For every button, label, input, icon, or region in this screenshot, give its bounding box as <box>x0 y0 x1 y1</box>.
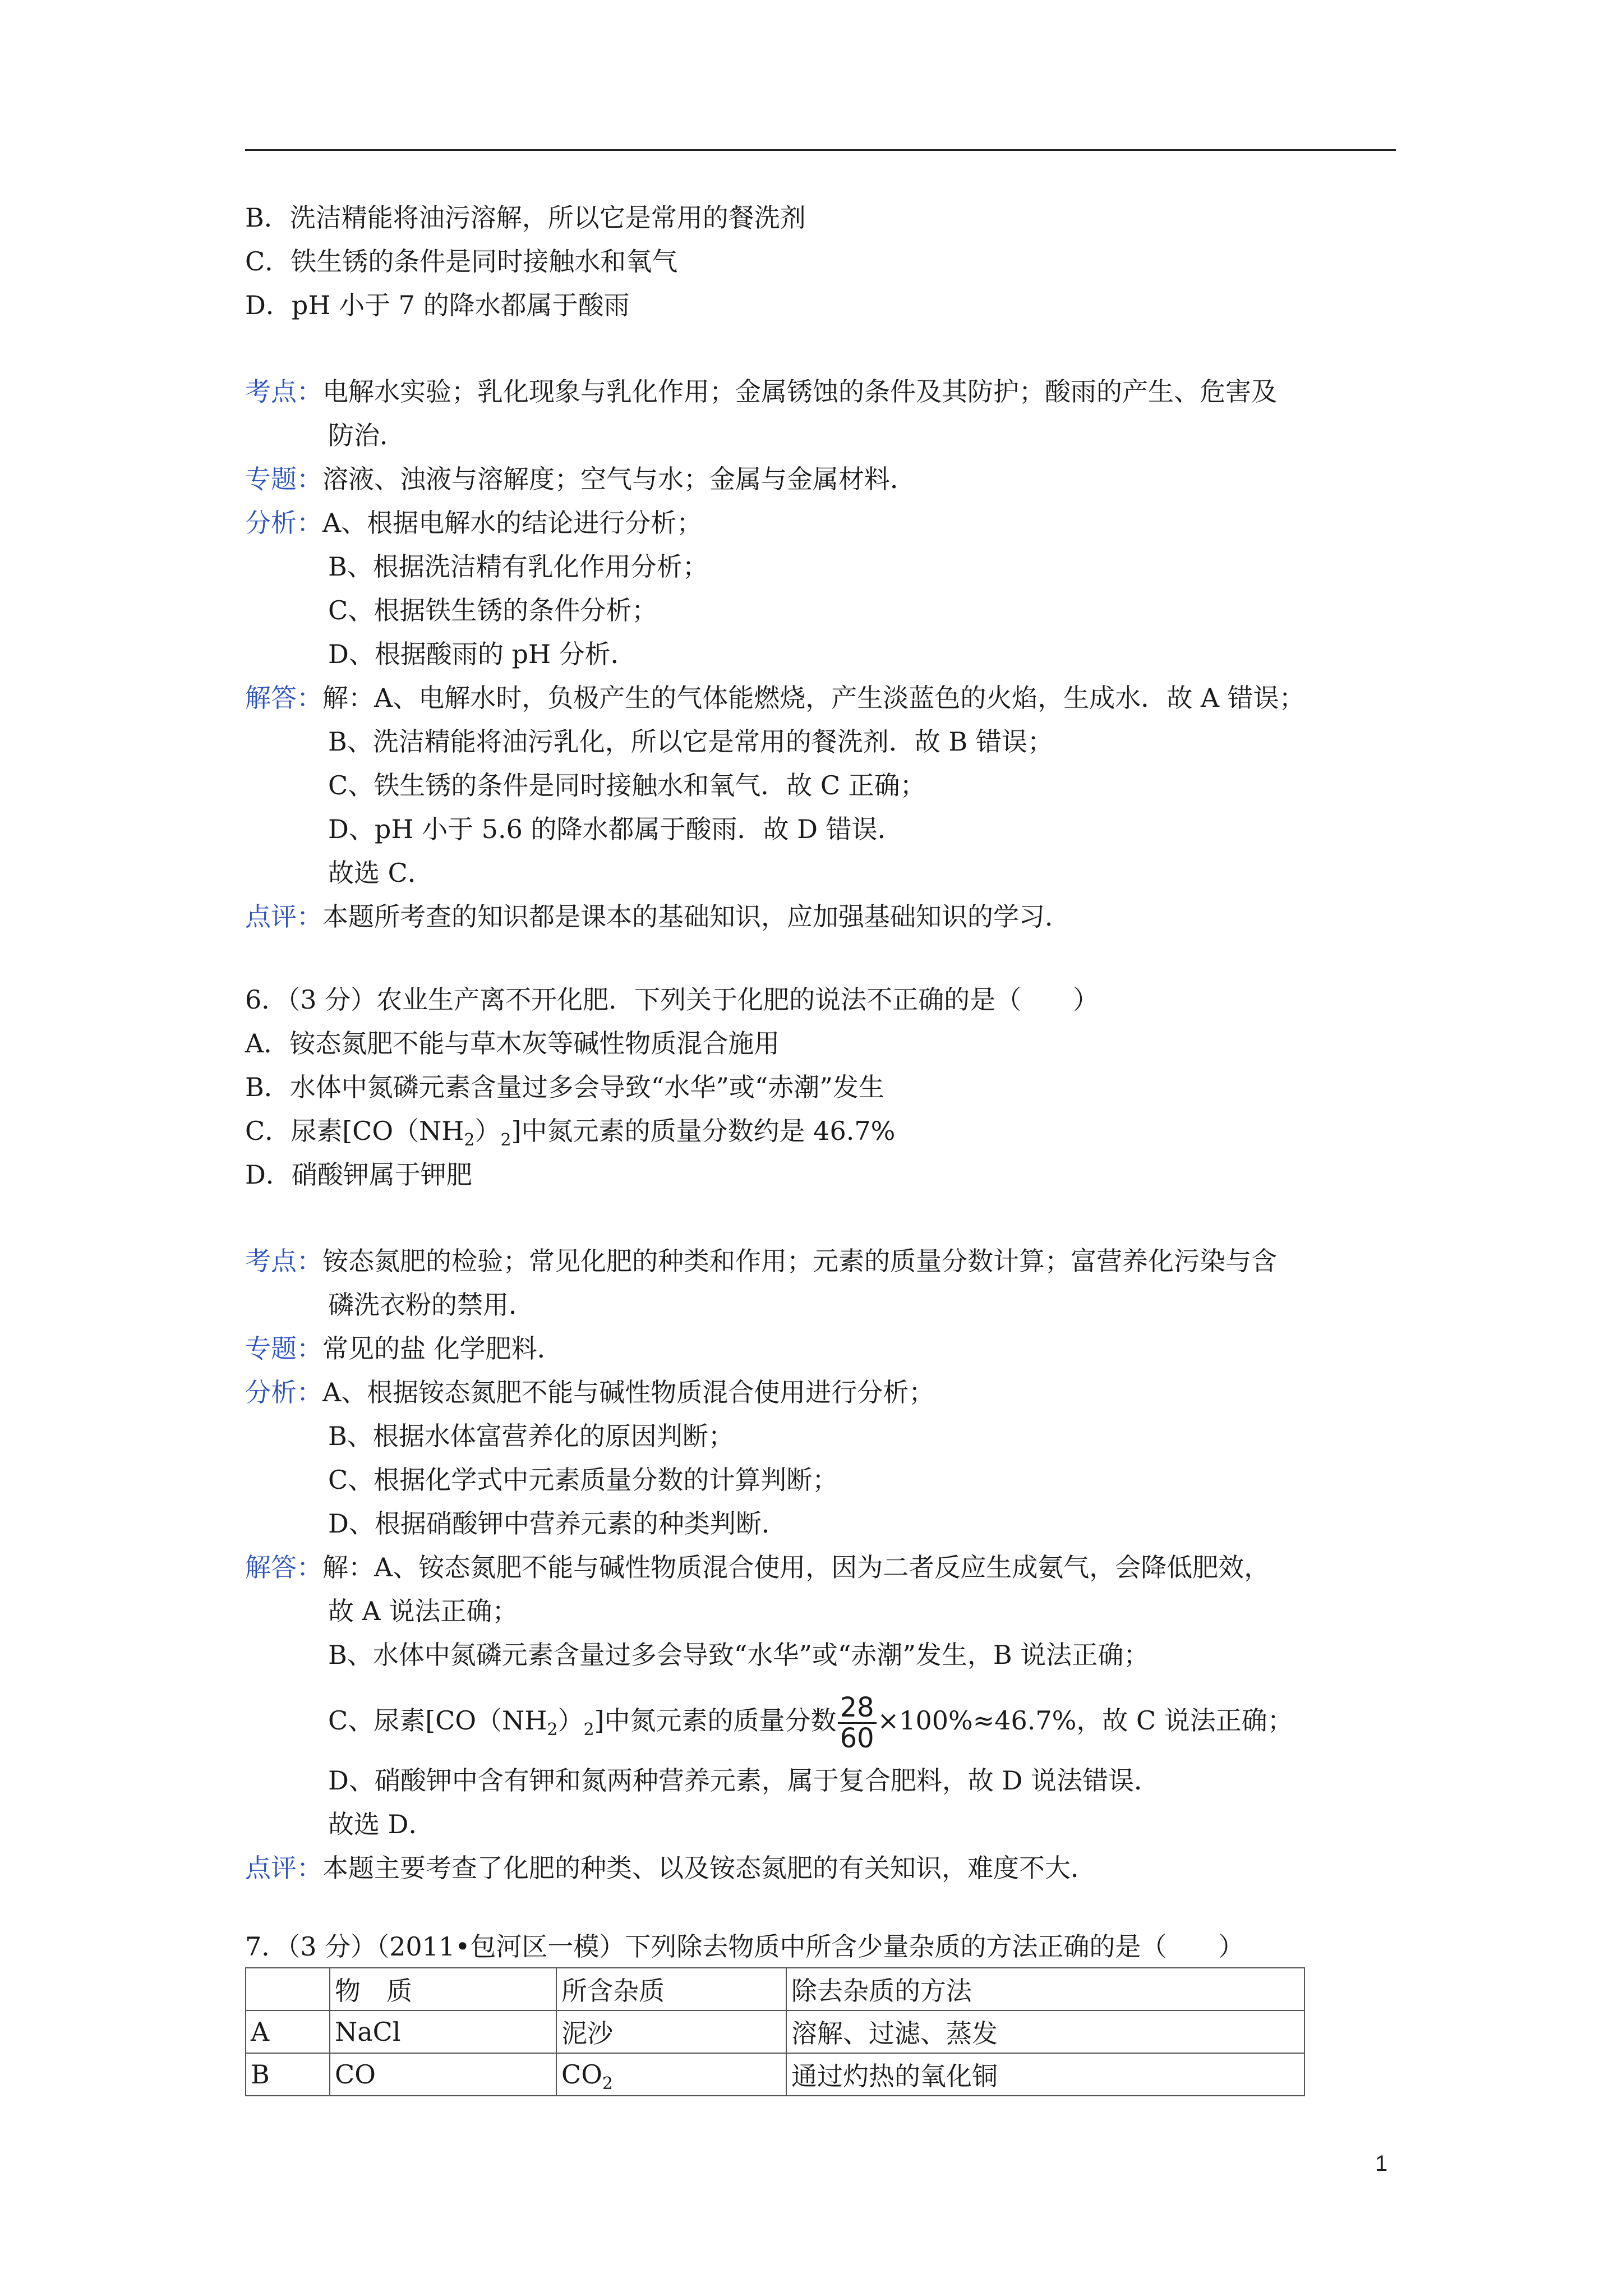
kaodian-label: 考点： <box>245 376 322 407</box>
table-row <box>246 2010 1304 2053</box>
table-header-cell: 物 质 <box>330 1968 556 2010</box>
q5-fenxi-d: D、根据酸雨的 pH 分析． <box>328 639 637 669</box>
q6-zhuanti-line <box>245 1332 563 1365</box>
q5-kaodian-line <box>245 375 1277 408</box>
zhuanti-label: 专题： <box>245 464 322 494</box>
table-cell: CO <box>330 2053 556 2096</box>
q6-jieda-d: D、硝酸钾中含有钾和氮两种营养元素，属于复合肥料，故 D 说法错误． <box>328 1765 1160 1796</box>
fraction-numerator: 28 <box>838 1693 877 1724</box>
q6-option-c: C．尿素$[CO(NH_2)_2]$中氮元素的质量分数约是 46.7% <box>245 1116 896 1150</box>
kaodian-text: 铵态氮肥的检验；常见化肥的种类和作用；元素的质量分数计算；富营养化污染与含 <box>322 1246 1277 1276</box>
fraction-denominator: 60 <box>840 1722 874 1754</box>
q6-dianping-line <box>245 1851 1096 1885</box>
table-cell: B <box>246 2053 330 2096</box>
q5-kaodian-cont: 防治． <box>328 420 405 450</box>
q5-option-d: D．pH 小于 7 的降水都属于酸雨 <box>245 290 630 320</box>
dianping-label: 点评： <box>245 901 322 932</box>
zhuanti-label: 专题： <box>245 1333 322 1364</box>
kaodian-text: 电解水实验；乳化现象与乳化作用；金属锈蚀的条件及其防护；酸雨的产生、危害及 <box>322 376 1277 407</box>
q6-jieda-c: C、尿素$[CO(NH_2)_2]$中氮元素的质量分数 $\frac{28}{60}$ ×100%≈46.7%，故 C 说法正确； <box>328 1691 1293 1754</box>
dianping-text: 本题主要考查了化肥的种类、以及铵态氮肥的有关知识，难度不大． <box>322 1853 1096 1883</box>
table-cell: 通过灼热的氧化铜 <box>786 2053 1304 2096</box>
zhuanti-text: 溶液、浊液与溶解度；空气与水；金属与金属材料． <box>322 464 916 494</box>
q5-answer: 故选 C． <box>328 858 434 888</box>
table-row <box>246 2053 1304 2096</box>
q7-stem: 7．（3 分）（2011•包河区一模）下列除去物质中所含少量杂质的方法正确的是（ ） <box>245 1931 1244 1962</box>
dianping-label: 点评： <box>245 1853 322 1883</box>
q5-jieda-b: B、洗洁精能将油污乳化，所以它是常用的餐洗剂．故 B 错误； <box>328 726 1053 757</box>
q6-jieda-b: B、水体中氮磷元素含量过多会导致“水华”或“赤潮”发生，B 说法正确； <box>328 1640 1150 1670</box>
q5-fenxi-line <box>245 506 702 540</box>
table-cell: A <box>246 2010 330 2053</box>
table-header-row <box>246 1968 1304 2010</box>
jieda-label: 解答： <box>245 683 322 713</box>
q6-answer: 故选 D． <box>328 1809 435 1839</box>
q6-jieda-line <box>245 1550 1270 1584</box>
dianping-text: 本题所考查的知识都是课本的基础知识，应加强基础知识的学习． <box>322 901 1071 932</box>
table-header-cell <box>246 1968 330 2010</box>
fenxi-label: 分析： <box>245 1377 322 1407</box>
table-cell: 溶解、过滤、蒸发 <box>786 2010 1304 2053</box>
q6-kaodian-line <box>245 1244 1277 1278</box>
table-header-cell: 所含杂质 <box>556 1968 786 2010</box>
fenxi-label: 分析： <box>245 508 322 538</box>
q6-fenxi-d: D、根据硝酸钾中营养元素的种类判断． <box>328 1508 787 1539</box>
table-cell: 泥沙 <box>556 2010 786 2053</box>
fenxi-text: A、根据铵态氮肥不能与碱性物质混合使用进行分析； <box>322 1377 935 1407</box>
q5-dianping-line <box>245 900 1071 933</box>
q6-option-b: B．水体中氮磷元素含量过多会导致“水华”或“赤潮”发生 <box>245 1072 884 1102</box>
q6-option-a: A．铵态氮肥不能与草木灰等碱性物质混合施用 <box>245 1028 780 1059</box>
jieda-label: 解答： <box>245 1552 322 1582</box>
fenxi-text: A、根据电解水的结论进行分析； <box>322 508 703 538</box>
q5-jieda-d: D、pH 小于 5.6 的降水都属于酸雨．故 D 错误． <box>328 814 903 844</box>
table-cell: NaCl <box>330 2010 556 2053</box>
page-number: 1 <box>1375 2151 1388 2176</box>
q6-fenxi-b: B、根据水体富营养化的原因判断； <box>328 1421 734 1451</box>
q5-option-b: B．洗洁精能将油污溶解，所以它是常用的餐洗剂 <box>245 203 806 233</box>
zhuanti-text: 常见的盐 化学肥料． <box>322 1333 563 1364</box>
q5-option-c: C．铁生锈的条件是同时接触水和氧气 <box>245 246 678 277</box>
jieda-text: 解：A、铵态氮肥不能与碱性物质混合使用，因为二者反应生成氨气，会降低肥效， <box>322 1552 1270 1582</box>
kaodian-label: 考点： <box>245 1246 322 1276</box>
q5-zhuanti-line <box>245 462 916 496</box>
table-cell: $CO_2$ <box>556 2053 786 2096</box>
q6-option-d: D．硝酸钾属于钾肥 <box>245 1159 472 1190</box>
q5-jieda-c: C、铁生锈的条件是同时接触水和氧气．故 C 正确； <box>328 770 926 800</box>
q6-fenxi-c: C、根据化学式中元素质量分数的计算判断； <box>328 1465 838 1495</box>
fraction <box>838 1693 877 1753</box>
q6-kaodian-cont: 磷洗衣粉的禁用． <box>328 1290 534 1320</box>
table-header-cell: 除去杂质的方法 <box>786 1968 1304 2010</box>
q6-stem: 6．（3 分）农业生产离不开化肥．下列关于化肥的说法不正确的是（ ） <box>245 984 1099 1015</box>
q6-jieda-a-cont: 故 A 说法正确； <box>328 1596 518 1626</box>
jieda-text: 解：A、电解水时，负极产生的气体能燃烧，产生淡蓝色的火焰，生成水．故 A 错误； <box>322 683 1305 713</box>
q5-fenxi-b: B、根据洗洁精有乳化作用分析； <box>328 551 708 582</box>
q5-fenxi-c: C、根据铁生锈的条件分析； <box>328 595 658 625</box>
q7-table <box>245 1967 1305 2096</box>
q5-jieda-line <box>245 681 1305 715</box>
q6-fenxi-line <box>245 1375 934 1409</box>
header-rule <box>245 149 1396 151</box>
